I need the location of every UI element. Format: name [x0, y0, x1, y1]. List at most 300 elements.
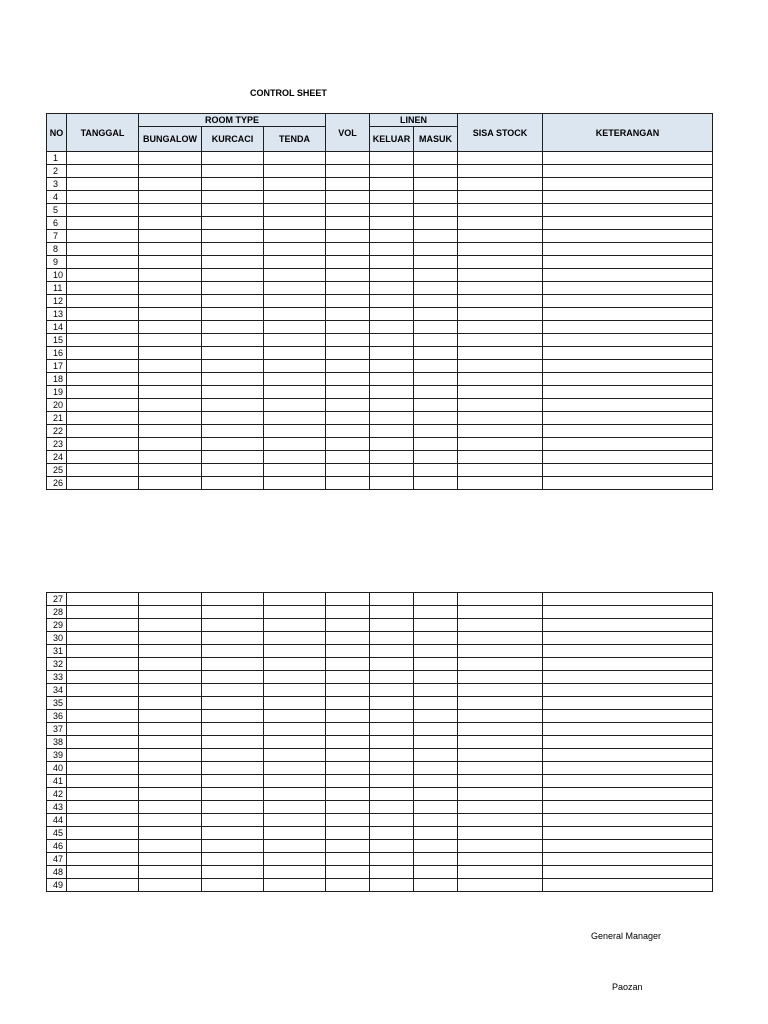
table-cell[interactable] [67, 749, 139, 762]
table-cell[interactable] [202, 593, 264, 606]
table-cell[interactable] [139, 165, 202, 178]
table-cell[interactable] [326, 373, 370, 386]
table-cell[interactable] [458, 464, 543, 477]
table-cell[interactable] [370, 295, 414, 308]
table-cell[interactable] [414, 658, 458, 671]
table-cell[interactable] [543, 360, 713, 373]
table-cell[interactable] [202, 178, 264, 191]
table-cell[interactable] [139, 853, 202, 866]
table-cell[interactable] [202, 399, 264, 412]
table-cell[interactable] [264, 308, 326, 321]
table-cell[interactable] [370, 723, 414, 736]
table-cell[interactable] [458, 606, 543, 619]
table-cell[interactable] [67, 165, 139, 178]
table-cell[interactable] [543, 373, 713, 386]
table-cell[interactable] [458, 295, 543, 308]
table-cell[interactable] [370, 269, 414, 282]
table-cell[interactable] [264, 464, 326, 477]
table-cell[interactable] [543, 269, 713, 282]
table-cell[interactable] [264, 399, 326, 412]
table-cell[interactable] [67, 606, 139, 619]
table-cell[interactable] [139, 204, 202, 217]
table-cell[interactable] [264, 178, 326, 191]
table-cell[interactable] [370, 710, 414, 723]
table-cell[interactable] [202, 814, 264, 827]
table-cell[interactable] [264, 606, 326, 619]
table-cell[interactable] [264, 788, 326, 801]
table-cell[interactable] [202, 269, 264, 282]
table-cell[interactable] [458, 425, 543, 438]
table-cell[interactable] [67, 775, 139, 788]
table-cell[interactable] [202, 684, 264, 697]
table-cell[interactable] [370, 438, 414, 451]
table-cell[interactable] [67, 204, 139, 217]
table-cell[interactable] [202, 619, 264, 632]
table-cell[interactable] [264, 775, 326, 788]
table-cell[interactable] [326, 399, 370, 412]
table-cell[interactable] [264, 152, 326, 165]
table-cell[interactable] [458, 165, 543, 178]
table-cell[interactable] [458, 399, 543, 412]
table-cell[interactable] [458, 671, 543, 684]
table-cell[interactable] [139, 762, 202, 775]
table-cell[interactable] [458, 827, 543, 840]
table-cell[interactable] [326, 282, 370, 295]
table-cell[interactable] [414, 204, 458, 217]
table-cell[interactable] [139, 775, 202, 788]
table-cell[interactable] [326, 230, 370, 243]
table-cell[interactable] [139, 399, 202, 412]
table-cell[interactable] [202, 749, 264, 762]
table-cell[interactable] [543, 308, 713, 321]
table-cell[interactable] [543, 827, 713, 840]
table-cell[interactable] [414, 684, 458, 697]
table-cell[interactable] [543, 879, 713, 892]
table-cell[interactable] [67, 853, 139, 866]
table-cell[interactable] [458, 347, 543, 360]
table-cell[interactable] [139, 295, 202, 308]
table-cell[interactable] [139, 360, 202, 373]
table-cell[interactable] [543, 178, 713, 191]
table-cell[interactable] [370, 152, 414, 165]
table-cell[interactable] [370, 217, 414, 230]
table-cell[interactable] [139, 451, 202, 464]
table-cell[interactable] [202, 710, 264, 723]
table-cell[interactable] [202, 736, 264, 749]
table-cell[interactable] [326, 710, 370, 723]
table-cell[interactable] [543, 606, 713, 619]
table-cell[interactable] [370, 165, 414, 178]
table-cell[interactable] [370, 736, 414, 749]
table-cell[interactable] [414, 840, 458, 853]
table-cell[interactable] [202, 866, 264, 879]
table-cell[interactable] [458, 866, 543, 879]
table-cell[interactable] [326, 308, 370, 321]
table-cell[interactable] [414, 165, 458, 178]
table-cell[interactable] [326, 295, 370, 308]
table-cell[interactable] [264, 684, 326, 697]
table-cell[interactable] [67, 477, 139, 490]
table-cell[interactable] [139, 334, 202, 347]
table-cell[interactable] [139, 191, 202, 204]
table-cell[interactable] [543, 295, 713, 308]
table-cell[interactable] [264, 749, 326, 762]
table-cell[interactable] [264, 269, 326, 282]
table-cell[interactable] [370, 178, 414, 191]
table-cell[interactable] [414, 269, 458, 282]
table-cell[interactable] [202, 645, 264, 658]
table-cell[interactable] [139, 412, 202, 425]
table-cell[interactable] [139, 827, 202, 840]
table-cell[interactable] [543, 684, 713, 697]
table-cell[interactable] [326, 762, 370, 775]
table-cell[interactable] [202, 840, 264, 853]
table-cell[interactable] [139, 866, 202, 879]
table-cell[interactable] [67, 243, 139, 256]
table-cell[interactable] [414, 230, 458, 243]
table-cell[interactable] [326, 606, 370, 619]
table-cell[interactable] [67, 256, 139, 269]
table-cell[interactable] [370, 477, 414, 490]
table-cell[interactable] [414, 256, 458, 269]
table-cell[interactable] [67, 788, 139, 801]
table-cell[interactable] [458, 619, 543, 632]
table-cell[interactable] [414, 632, 458, 645]
table-cell[interactable] [264, 801, 326, 814]
table-cell[interactable] [458, 152, 543, 165]
table-cell[interactable] [67, 399, 139, 412]
table-cell[interactable] [458, 788, 543, 801]
table-cell[interactable] [543, 788, 713, 801]
table-cell[interactable] [202, 152, 264, 165]
table-cell[interactable] [543, 152, 713, 165]
table-cell[interactable] [326, 775, 370, 788]
table-cell[interactable] [264, 814, 326, 827]
table-cell[interactable] [543, 230, 713, 243]
table-cell[interactable] [139, 723, 202, 736]
table-cell[interactable] [543, 866, 713, 879]
table-cell[interactable] [543, 671, 713, 684]
table-cell[interactable] [543, 814, 713, 827]
table-cell[interactable] [264, 230, 326, 243]
table-cell[interactable] [67, 736, 139, 749]
table-cell[interactable] [414, 321, 458, 334]
table-cell[interactable] [326, 191, 370, 204]
table-cell[interactable] [326, 853, 370, 866]
table-cell[interactable] [139, 282, 202, 295]
table-cell[interactable] [202, 853, 264, 866]
table-cell[interactable] [414, 879, 458, 892]
table-cell[interactable] [370, 866, 414, 879]
table-cell[interactable] [326, 879, 370, 892]
table-cell[interactable] [139, 606, 202, 619]
table-cell[interactable] [139, 347, 202, 360]
table-cell[interactable] [264, 438, 326, 451]
table-cell[interactable] [264, 840, 326, 853]
table-cell[interactable] [458, 178, 543, 191]
table-cell[interactable] [264, 282, 326, 295]
table-cell[interactable] [202, 217, 264, 230]
table-cell[interactable] [458, 386, 543, 399]
table-cell[interactable] [414, 295, 458, 308]
table-cell[interactable] [414, 814, 458, 827]
table-cell[interactable] [139, 840, 202, 853]
table-cell[interactable] [414, 282, 458, 295]
table-cell[interactable] [264, 645, 326, 658]
table-cell[interactable] [370, 671, 414, 684]
table-cell[interactable] [202, 658, 264, 671]
table-cell[interactable] [370, 347, 414, 360]
table-cell[interactable] [139, 321, 202, 334]
table-cell[interactable] [458, 632, 543, 645]
table-cell[interactable] [67, 710, 139, 723]
table-cell[interactable] [543, 334, 713, 347]
table-cell[interactable] [414, 438, 458, 451]
table-cell[interactable] [370, 762, 414, 775]
table-cell[interactable] [264, 619, 326, 632]
table-cell[interactable] [414, 334, 458, 347]
table-cell[interactable] [543, 775, 713, 788]
table-cell[interactable] [326, 840, 370, 853]
table-cell[interactable] [139, 801, 202, 814]
table-cell[interactable] [414, 373, 458, 386]
table-cell[interactable] [67, 464, 139, 477]
table-cell[interactable] [370, 775, 414, 788]
table-cell[interactable] [139, 814, 202, 827]
table-cell[interactable] [67, 814, 139, 827]
table-cell[interactable] [370, 282, 414, 295]
table-cell[interactable] [458, 749, 543, 762]
table-cell[interactable] [264, 762, 326, 775]
table-cell[interactable] [202, 723, 264, 736]
table-cell[interactable] [326, 269, 370, 282]
table-cell[interactable] [370, 451, 414, 464]
table-cell[interactable] [139, 217, 202, 230]
table-cell[interactable] [264, 866, 326, 879]
table-cell[interactable] [326, 438, 370, 451]
table-cell[interactable] [458, 308, 543, 321]
table-cell[interactable] [370, 788, 414, 801]
table-cell[interactable] [67, 619, 139, 632]
table-cell[interactable] [139, 645, 202, 658]
table-cell[interactable] [139, 464, 202, 477]
table-cell[interactable] [67, 217, 139, 230]
table-cell[interactable] [202, 438, 264, 451]
table-cell[interactable] [139, 438, 202, 451]
table-cell[interactable] [326, 204, 370, 217]
table-cell[interactable] [458, 191, 543, 204]
table-cell[interactable] [202, 425, 264, 438]
table-cell[interactable] [67, 373, 139, 386]
table-cell[interactable] [67, 230, 139, 243]
table-cell[interactable] [202, 697, 264, 710]
table-cell[interactable] [458, 710, 543, 723]
table-cell[interactable] [202, 256, 264, 269]
table-cell[interactable] [370, 801, 414, 814]
table-cell[interactable] [326, 593, 370, 606]
table-cell[interactable] [458, 451, 543, 464]
table-cell[interactable] [458, 593, 543, 606]
table-cell[interactable] [543, 256, 713, 269]
table-cell[interactable] [326, 814, 370, 827]
table-cell[interactable] [202, 308, 264, 321]
table-cell[interactable] [202, 762, 264, 775]
table-cell[interactable] [458, 658, 543, 671]
table-cell[interactable] [370, 827, 414, 840]
table-cell[interactable] [414, 178, 458, 191]
table-cell[interactable] [67, 632, 139, 645]
table-cell[interactable] [202, 386, 264, 399]
table-cell[interactable] [264, 386, 326, 399]
table-cell[interactable] [139, 671, 202, 684]
table-cell[interactable] [414, 762, 458, 775]
table-cell[interactable] [458, 684, 543, 697]
table-cell[interactable] [414, 451, 458, 464]
table-cell[interactable] [326, 619, 370, 632]
table-cell[interactable] [326, 256, 370, 269]
table-cell[interactable] [543, 451, 713, 464]
table-cell[interactable] [264, 217, 326, 230]
table-cell[interactable] [458, 321, 543, 334]
table-cell[interactable] [458, 412, 543, 425]
table-cell[interactable] [326, 866, 370, 879]
table-cell[interactable] [202, 243, 264, 256]
table-cell[interactable] [414, 619, 458, 632]
table-cell[interactable] [67, 334, 139, 347]
table-cell[interactable] [543, 386, 713, 399]
table-cell[interactable] [543, 619, 713, 632]
table-cell[interactable] [370, 360, 414, 373]
table-cell[interactable] [139, 710, 202, 723]
table-cell[interactable] [414, 697, 458, 710]
table-cell[interactable] [543, 762, 713, 775]
table-cell[interactable] [458, 645, 543, 658]
table-cell[interactable] [202, 347, 264, 360]
table-cell[interactable] [370, 321, 414, 334]
table-cell[interactable] [202, 321, 264, 334]
table-cell[interactable] [414, 827, 458, 840]
table-cell[interactable] [326, 736, 370, 749]
table-cell[interactable] [67, 386, 139, 399]
table-cell[interactable] [370, 853, 414, 866]
table-cell[interactable] [543, 282, 713, 295]
table-cell[interactable] [458, 282, 543, 295]
table-cell[interactable] [326, 321, 370, 334]
table-cell[interactable] [414, 477, 458, 490]
table-cell[interactable] [414, 606, 458, 619]
table-cell[interactable] [458, 256, 543, 269]
table-cell[interactable] [326, 217, 370, 230]
table-cell[interactable] [543, 399, 713, 412]
table-cell[interactable] [543, 853, 713, 866]
table-cell[interactable] [326, 347, 370, 360]
table-cell[interactable] [326, 632, 370, 645]
table-cell[interactable] [202, 879, 264, 892]
table-cell[interactable] [202, 295, 264, 308]
table-cell[interactable] [67, 282, 139, 295]
table-cell[interactable] [370, 606, 414, 619]
table-cell[interactable] [139, 230, 202, 243]
table-cell[interactable] [458, 230, 543, 243]
table-cell[interactable] [458, 269, 543, 282]
table-cell[interactable] [139, 593, 202, 606]
table-cell[interactable] [414, 645, 458, 658]
table-cell[interactable] [67, 645, 139, 658]
table-cell[interactable] [414, 191, 458, 204]
table-cell[interactable] [414, 386, 458, 399]
table-cell[interactable] [202, 801, 264, 814]
table-cell[interactable] [202, 606, 264, 619]
table-cell[interactable] [414, 853, 458, 866]
table-cell[interactable] [326, 425, 370, 438]
table-cell[interactable] [139, 256, 202, 269]
table-cell[interactable] [139, 684, 202, 697]
table-cell[interactable] [370, 879, 414, 892]
table-cell[interactable] [458, 697, 543, 710]
table-cell[interactable] [370, 373, 414, 386]
table-cell[interactable] [326, 645, 370, 658]
table-cell[interactable] [264, 347, 326, 360]
table-cell[interactable] [458, 438, 543, 451]
table-cell[interactable] [202, 788, 264, 801]
table-cell[interactable] [370, 632, 414, 645]
table-cell[interactable] [543, 801, 713, 814]
table-cell[interactable] [370, 191, 414, 204]
table-cell[interactable] [458, 801, 543, 814]
table-cell[interactable] [202, 282, 264, 295]
table-cell[interactable] [458, 360, 543, 373]
table-cell[interactable] [326, 788, 370, 801]
table-cell[interactable] [370, 243, 414, 256]
table-cell[interactable] [458, 723, 543, 736]
table-cell[interactable] [458, 762, 543, 775]
table-cell[interactable] [326, 697, 370, 710]
table-cell[interactable] [139, 386, 202, 399]
table-cell[interactable] [67, 801, 139, 814]
table-cell[interactable] [543, 243, 713, 256]
table-cell[interactable] [414, 243, 458, 256]
table-cell[interactable] [264, 879, 326, 892]
table-cell[interactable] [326, 386, 370, 399]
table-cell[interactable] [370, 386, 414, 399]
table-cell[interactable] [67, 684, 139, 697]
table-cell[interactable] [67, 658, 139, 671]
table-cell[interactable] [264, 593, 326, 606]
table-cell[interactable] [414, 671, 458, 684]
table-cell[interactable] [543, 749, 713, 762]
table-cell[interactable] [264, 827, 326, 840]
table-cell[interactable] [370, 645, 414, 658]
table-cell[interactable] [67, 593, 139, 606]
table-cell[interactable] [543, 593, 713, 606]
table-cell[interactable] [67, 191, 139, 204]
table-cell[interactable] [67, 178, 139, 191]
table-cell[interactable] [370, 684, 414, 697]
table-cell[interactable] [139, 477, 202, 490]
table-cell[interactable] [458, 217, 543, 230]
table-cell[interactable] [458, 814, 543, 827]
table-cell[interactable] [543, 710, 713, 723]
table-cell[interactable] [458, 840, 543, 853]
table-cell[interactable] [264, 295, 326, 308]
table-cell[interactable] [264, 243, 326, 256]
table-cell[interactable] [202, 451, 264, 464]
table-cell[interactable] [264, 334, 326, 347]
table-cell[interactable] [370, 658, 414, 671]
table-cell[interactable] [326, 477, 370, 490]
table-cell[interactable] [202, 204, 264, 217]
table-cell[interactable] [414, 749, 458, 762]
